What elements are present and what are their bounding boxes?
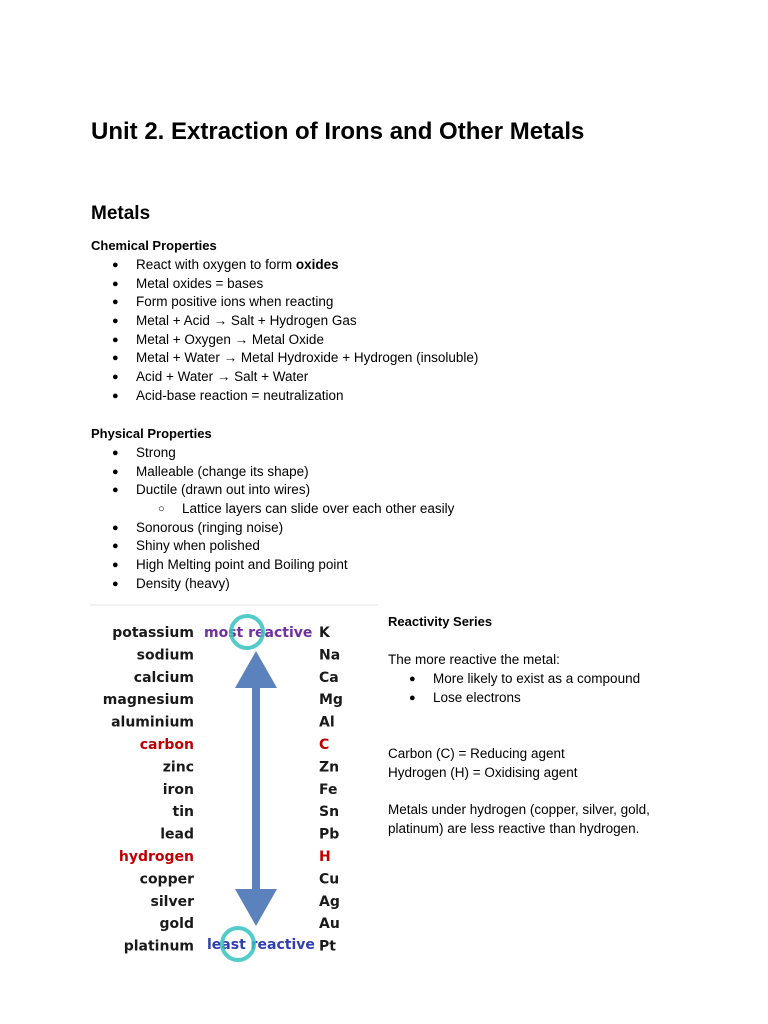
- bullet-icon: ●: [112, 259, 119, 271]
- list-item: [91, 387, 478, 406]
- bullet-icon: ●: [112, 577, 119, 590]
- list-item-text: Shiny when polished: [136, 538, 260, 554]
- bullet-icon: ●: [112, 465, 119, 478]
- list-item: [91, 481, 454, 500]
- list-item-text: React with oxygen to form: [136, 257, 296, 272]
- metal-symbol-hydrogen: H: [319, 849, 331, 865]
- metal-symbol-silver: Ag: [319, 893, 340, 910]
- hollow-bullet-icon: ○: [158, 503, 165, 516]
- physical-properties-heading: Physical Properties: [91, 426, 212, 441]
- metal-name-platinum: platinum: [123, 938, 194, 955]
- metal-name-tin: tin: [172, 804, 194, 821]
- metal-symbol-magnesium: Mg: [319, 692, 343, 709]
- list-item: [388, 670, 640, 689]
- list-item: [91, 463, 454, 482]
- metal-name-silver: silver: [150, 893, 194, 910]
- metal-name-copper: copper: [139, 871, 194, 888]
- chemical-properties-heading: Chemical Properties: [91, 238, 217, 253]
- bullet-icon: ●: [112, 277, 119, 290]
- metal-symbol-potassium: K: [319, 625, 330, 641]
- metal-name-zinc: zinc: [162, 759, 194, 776]
- bullet-icon: ●: [409, 673, 416, 685]
- metal-name-magnesium: magnesium: [102, 692, 194, 709]
- section-heading-metals: Metals: [91, 203, 151, 224]
- bullet-icon: ●: [112, 371, 119, 384]
- list-item: [91, 256, 478, 275]
- oxidising-agent-line: Hydrogen (H) = Oxidising agent: [388, 765, 578, 780]
- list-item-text: Form positive ions when reacting: [136, 294, 334, 310]
- metal-name-aluminium: aluminium: [111, 714, 194, 731]
- metal-symbol-copper: Cu: [319, 871, 340, 888]
- list-item-text: Metal + Water → Metal Hydroxide + Hydrogen (insoluble): [136, 350, 479, 366]
- bullet-icon: ●: [112, 484, 119, 497]
- list-item: [91, 349, 478, 368]
- metal-names-column: [103, 625, 194, 955]
- list-item-text: Lose electrons: [433, 689, 521, 705]
- list-item-text: Ductile (drawn out into wires): [136, 482, 311, 498]
- list-item-text: Metal + Oxygen → Metal Oxide: [136, 331, 324, 347]
- bullet-icon: ●: [112, 333, 119, 346]
- list-item: [91, 293, 478, 312]
- metal-symbol-platinum: Pt: [319, 938, 336, 955]
- arrow-up-head: [235, 651, 277, 688]
- list-item-bold-text: oxides: [295, 257, 339, 272]
- list-item: [91, 312, 478, 331]
- list-item: [91, 537, 454, 556]
- metal-symbol-carbon: C: [319, 737, 330, 753]
- bullet-icon: ●: [112, 315, 119, 328]
- list-item-text: Metal oxides = bases: [136, 275, 264, 291]
- list-item-text: Malleable (change its shape): [136, 463, 309, 479]
- list-item-text: Acid + Water → Salt + Water: [136, 369, 309, 385]
- metal-name-gold: gold: [159, 916, 194, 933]
- metal-symbol-iron: Fe: [319, 781, 338, 798]
- list-item-text: Sonorous (ringing noise): [136, 519, 284, 535]
- list-item: [91, 575, 454, 594]
- list-item: [91, 444, 454, 463]
- metal-name-lead: lead: [160, 826, 194, 843]
- sub-list-item: [91, 500, 454, 519]
- metal-name-calcium: calcium: [133, 669, 194, 686]
- metal-symbol-lead: Pb: [319, 826, 340, 843]
- most-reactive-label: most reactive: [204, 625, 313, 641]
- metal-symbol-zinc: Zn: [319, 759, 340, 776]
- list-item-text: More likely to exist as a compound: [433, 671, 641, 686]
- reducing-agent-line: Carbon (C) = Reducing agent: [388, 746, 565, 761]
- list-item: [91, 275, 478, 294]
- list-item-text: High Melting point and Boiling point: [136, 557, 348, 573]
- bullet-icon: ●: [409, 691, 416, 704]
- metal-name-sodium: sodium: [136, 647, 194, 664]
- reactivity-intro: The more reactive the metal:: [388, 652, 560, 667]
- physical-properties-list: [91, 444, 454, 594]
- list-item: [91, 556, 454, 575]
- metal-symbol-calcium: Ca: [319, 669, 339, 686]
- bullet-icon: ●: [112, 389, 119, 402]
- reactivity-series-figure: [90, 604, 378, 966]
- list-item-text: Acid-base reaction = neutralization: [136, 387, 344, 403]
- bullet-icon: ●: [112, 447, 119, 459]
- least-reactive-label: least reactive: [207, 937, 315, 953]
- metal-symbols-column: [319, 625, 343, 955]
- metal-symbol-sodium: Na: [319, 647, 341, 664]
- paragraph-line: platinum) are less reactive than hydrogen.: [388, 821, 640, 836]
- bullet-icon: ●: [112, 352, 119, 365]
- reactivity-bullet-list: [388, 670, 640, 707]
- list-item-text: Density (heavy): [136, 575, 230, 591]
- metal-symbol-gold: Au: [319, 916, 340, 933]
- arrow-down-head: [235, 889, 277, 926]
- metal-name-iron: iron: [162, 781, 194, 798]
- bullet-icon: ●: [112, 296, 119, 309]
- page-title: Unit 2. Extraction of Irons and Other Metals: [91, 118, 585, 145]
- metal-name-hydrogen: hydrogen: [118, 849, 194, 865]
- list-item: [91, 331, 478, 350]
- list-item-text: Metal + Acid → Salt + Hydrogen Gas: [136, 313, 357, 329]
- paragraph-line: Metals under hydrogen (copper, silver, gold,: [388, 802, 650, 817]
- double-arrow-icon: [235, 651, 277, 926]
- metal-symbol-tin: Sn: [319, 804, 340, 821]
- metal-name-carbon: carbon: [139, 737, 194, 753]
- list-item: [91, 368, 478, 387]
- arrow-shaft: [252, 684, 260, 894]
- reactivity-series-heading: Reactivity Series: [388, 614, 493, 629]
- chemical-properties-list: [91, 256, 478, 406]
- bullet-icon: ●: [112, 540, 119, 553]
- list-item: [388, 689, 640, 708]
- list-item-text: Lattice layers can slide over each other easily: [182, 501, 455, 517]
- list-item: [91, 519, 454, 538]
- bullet-icon: ●: [112, 559, 119, 572]
- bullet-icon: ●: [112, 521, 119, 534]
- metal-symbol-aluminium: Al: [319, 714, 335, 731]
- metal-name-potassium: potassium: [112, 625, 194, 641]
- list-item-text: Strong: [136, 445, 176, 460]
